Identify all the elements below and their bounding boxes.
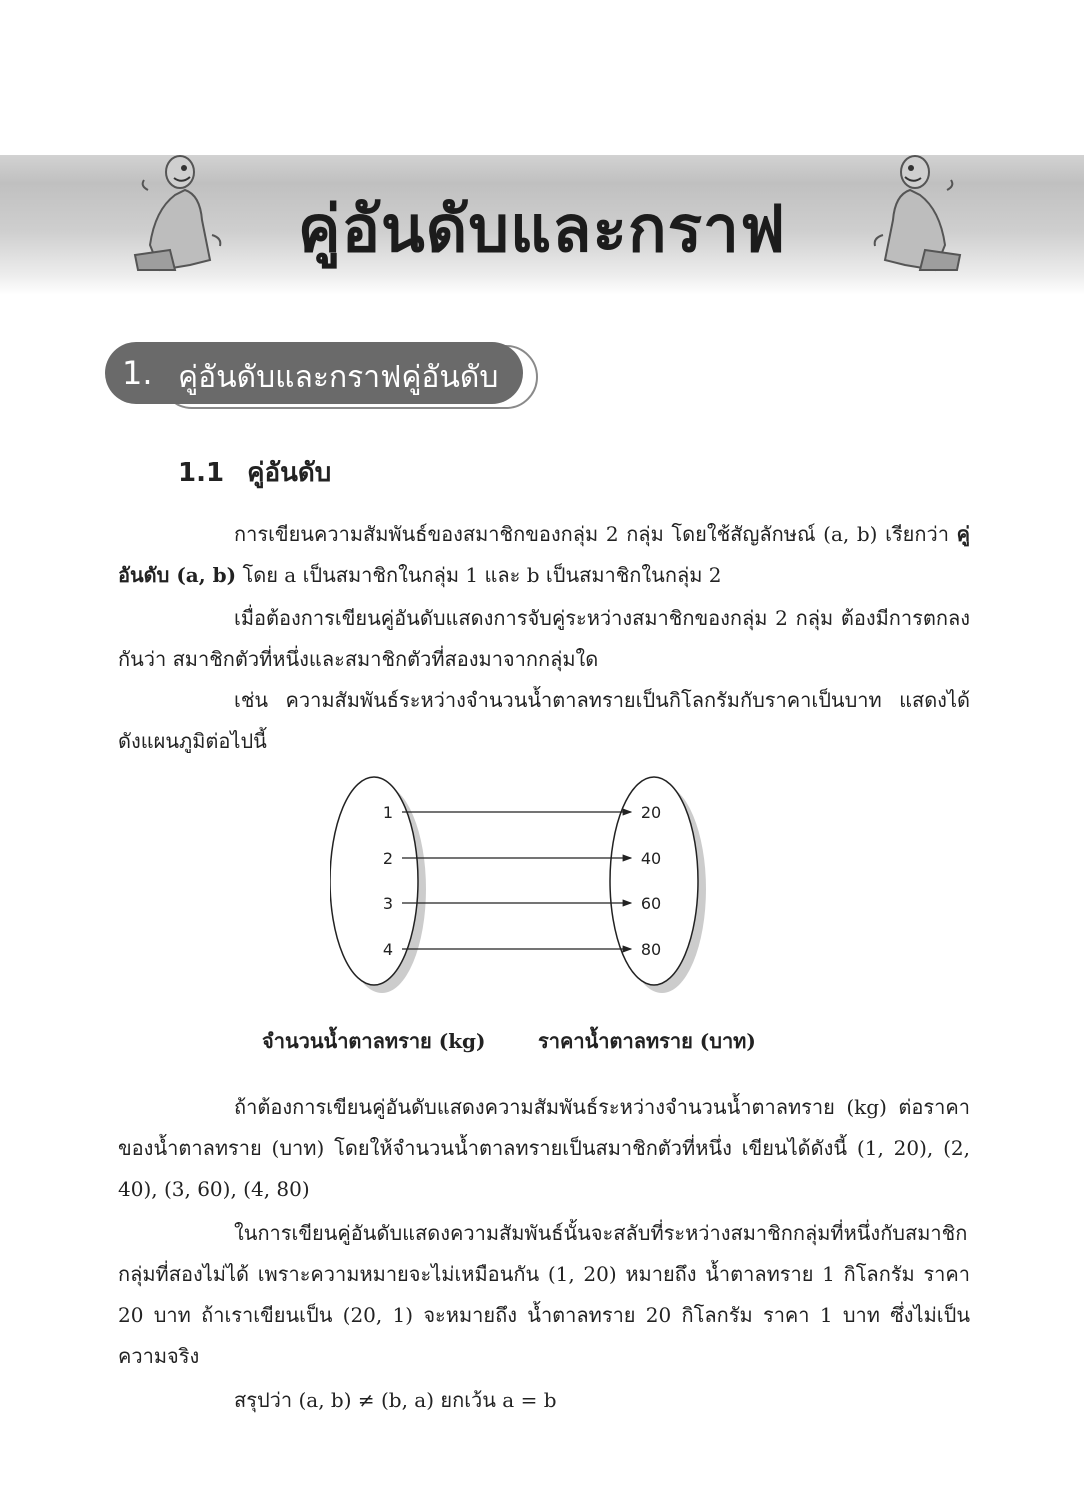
domain-value: 1 [382, 803, 394, 822]
codomain-caption: ราคาน้ำตาลทราย (บาท) [538, 1029, 756, 1053]
codomain-value: 20 [640, 803, 662, 822]
codomain-value: 40 [640, 849, 662, 868]
codomain-value: 60 [640, 894, 662, 913]
section-title: คู่อันดับและกราฟคู่อันดับ [178, 360, 499, 395]
domain-value: 3 [382, 894, 394, 913]
paragraph-agreement [118, 598, 970, 680]
paragraph-example-text: เช่น ความสัมพันธ์ระหว่างจำนวนน้ำตาลทรายเป็นกิโลกรัมกับราคาเป็นบาท แสดงได้ดังแผนภูมิต่อไปนี้ [118, 688, 970, 753]
paragraph-example [118, 680, 970, 762]
paragraph-conclusion [118, 1380, 970, 1421]
paragraph-writing-pairs-text: ถ้าต้องการเขียนคู่อันดับแสดงความสัมพันธ์ระหว่างจำนวนน้ำตาลทราย (kg) ต่อราคาของน้ำตาลทราย (บาท) โดยให้จำนวนน้ำตาลทรายเป็นสมาชิกตัวที่หนึ่ง เขียนได้ดังนี้ (1, 20), (2, 40), (3, 60), (4, 80) [118, 1095, 970, 1201]
paragraph-definition [118, 514, 970, 596]
codomain-value: 80 [640, 940, 662, 959]
subsection-title: คู่อันดับ [247, 458, 332, 488]
chapter-title: คู่อันดับและกราฟ [297, 193, 787, 267]
domain-value: 4 [382, 940, 394, 959]
subsection-heading [178, 452, 331, 493]
domain-value: 2 [382, 849, 394, 868]
paragraph-order-matters-text: ในการเขียนคู่อันดับแสดงความสัมพันธ์นั้นจะสลับที่ระหว่างสมาชิกกลุ่มที่หนึ่งกับสมาชิกกลุ่มที่สองไม่ได้ เพราะความหมายจะไม่เหมือนกัน (1, 20) หมายถึง น้ำตาลทราย 1 กิโลกรัม ราคา 20 บาท ถ้าเราเขียนเป็น (20, 1) จะหมายถึง น้ำตาลทราย 20 กิโลกรัม ราคา 1 บาท ซึ่งไม่เป็นความจริง [118, 1221, 970, 1368]
paragraph-agreement-text: เมื่อต้องการเขียนคู่อันดับแสดงการจับคู่ระหว่างสมาชิกของกลุ่ม 2 กลุ่ม ต้องมีการตกลงกันว่า สมาชิกตัวที่หนึ่งและสมาชิกตัวที่สองมาจากกลุ่มใด [118, 606, 970, 671]
paragraph-definition-rest: โดย a เป็นสมาชิกในกลุ่ม 1 และ b เป็นสมาชิกในกลุ่ม 2 [236, 563, 722, 587]
domain-ellipse [330, 777, 418, 985]
paragraph-writing-pairs [118, 1087, 970, 1210]
paragraph-conclusion-text: สรุปว่า (a, b) ≠ (b, a) ยกเว้น a = b [234, 1388, 557, 1412]
domain-caption: จำนวนน้ำตาลทราย (kg) [262, 1029, 486, 1053]
subsection-number: 1.1 [178, 458, 225, 488]
mapping-diagram [330, 775, 730, 995]
paragraph-definition-bold: คู่อันดับ (a, b) [118, 522, 971, 587]
section-number: 1. [122, 354, 153, 392]
paragraph-order-matters [118, 1213, 970, 1377]
paragraph-definition-text: การเขียนความสัมพันธ์ของสมาชิกของกลุ่ม 2 กลุ่ม โดยใช้สัญลักษณ์ (a, b) เรียกว่า [234, 522, 949, 546]
